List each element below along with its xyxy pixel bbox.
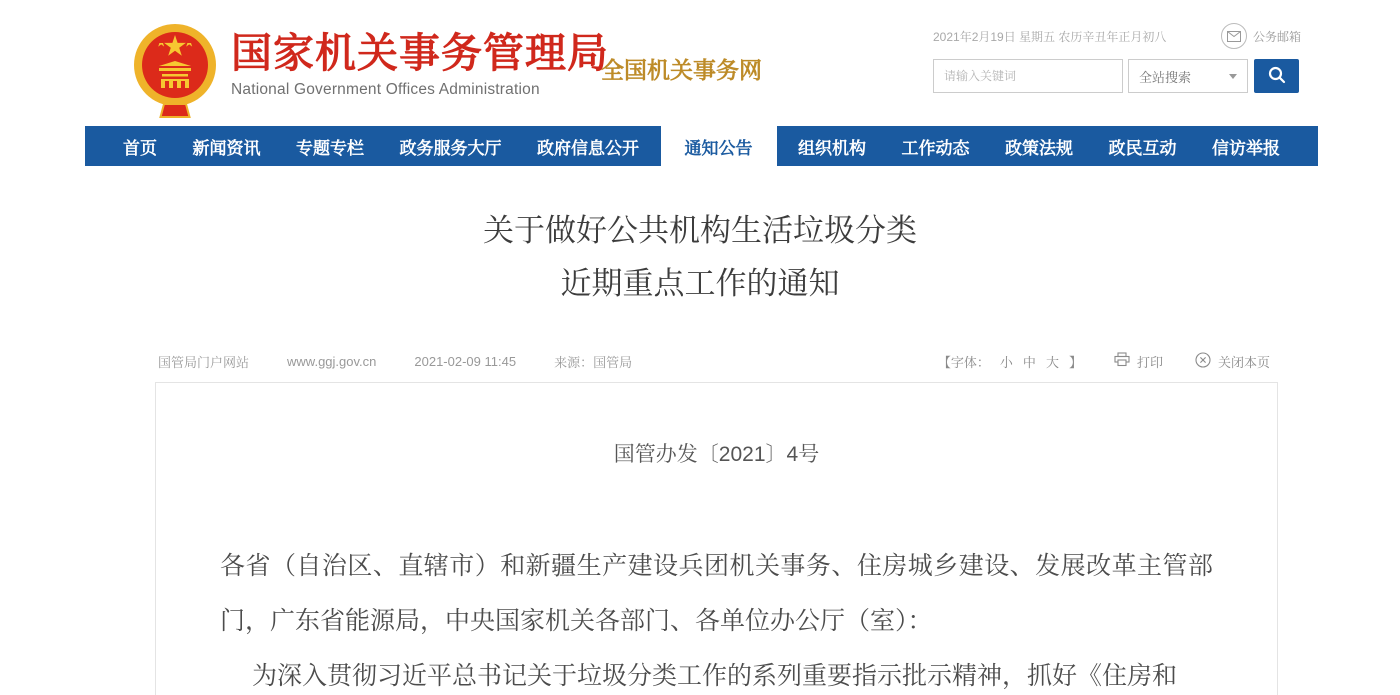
nav-item-news[interactable]: 新闻资讯 <box>192 138 261 158</box>
date-row <box>933 20 1301 52</box>
meta-datetime: 2021-02-09 11:45 <box>414 353 517 369</box>
nav-item-work-trends[interactable]: 工作动态 <box>901 138 970 158</box>
article-title <box>0 204 1400 310</box>
site-subtitle-en: National Government Offices Administration <box>231 81 540 99</box>
article-title-line1: 关于做好公共机构生活垃圾分类 <box>483 213 917 248</box>
font-size-label-end: 】 <box>1068 354 1082 370</box>
nav-item-home[interactable]: 首页 <box>123 138 157 158</box>
portal-name: 全国机关事务网 <box>601 57 762 83</box>
nav-item-policies[interactable]: 政策法规 <box>1005 138 1073 158</box>
search-scope-select[interactable] <box>1128 59 1248 93</box>
printer-icon <box>1114 352 1130 370</box>
meta-source: 来源：国管局 <box>554 354 633 370</box>
font-size-medium-button[interactable]: 中 <box>1022 354 1036 370</box>
mail-icon <box>1221 23 1247 49</box>
font-size-large-button[interactable]: 大 <box>1045 354 1059 370</box>
site-branding <box>231 30 609 99</box>
search-input[interactable] <box>933 59 1123 93</box>
search-bar <box>933 59 1301 93</box>
main-nav <box>85 126 1318 166</box>
nav-item-service-hall[interactable]: 政务服务大厅 <box>399 138 502 158</box>
nav-item-petition[interactable]: 信访举报 <box>1212 138 1280 158</box>
close-page-button[interactable] <box>1195 352 1270 371</box>
nav-item-interaction[interactable]: 政民互动 <box>1108 138 1177 158</box>
mailbox-label: 公务邮箱 <box>1252 29 1301 44</box>
print-button[interactable] <box>1114 352 1163 371</box>
font-size-label-start: 【字体： <box>937 354 990 370</box>
article-meta-row <box>158 347 1270 375</box>
close-circle-icon <box>1195 352 1211 371</box>
article-title-line2: 近期重点工作的通知 <box>560 266 840 301</box>
article-meta-right <box>938 352 1270 371</box>
meta-source-site: 国管局门户网站 <box>158 354 250 370</box>
article-paragraph: 各省（自治区、直辖市）和新疆生产建设兵团机关事务、住房城乡建设、发展改革主管部门，广东省能源局，中央国家机关各部门、各单位办公厅（室）： <box>220 552 1213 635</box>
meta-url: www.ggj.gov.cn <box>287 353 377 369</box>
national-emblem-logo <box>133 22 217 123</box>
document-number: 国管办发〔2021〕4号 <box>613 443 820 466</box>
nav-item-organization[interactable]: 组织机构 <box>798 138 866 158</box>
chevron-down-icon <box>1229 74 1237 79</box>
site-title: 国家机关事务管理局 <box>231 30 609 76</box>
font-size-small-button[interactable]: 小 <box>999 354 1013 370</box>
print-label: 打印 <box>1136 354 1163 370</box>
nav-item-notices[interactable]: 通知公告 <box>661 126 777 166</box>
article-meta-left <box>158 352 632 371</box>
font-size-controls <box>938 352 1082 371</box>
search-button[interactable] <box>1254 59 1299 93</box>
nav-item-topics[interactable]: 专题专栏 <box>296 138 364 158</box>
article-paragraph: 为深入贯彻习近平总书记关于垃圾分类工作的系列重要指示批示精神，抓好《住房和 <box>252 662 1178 690</box>
mailbox-link[interactable] <box>1221 23 1301 49</box>
search-scope-label: 全站搜索 <box>1139 69 1192 85</box>
national-emblem-icon <box>133 22 217 118</box>
header-utilities <box>933 20 1301 93</box>
nav-item-info-disclosure[interactable]: 政府信息公开 <box>537 138 639 158</box>
article-body-box <box>155 382 1278 695</box>
search-icon <box>1267 65 1287 88</box>
date-text: 2021年2月19日 星期五 农历辛丑年正月初八 <box>933 29 1167 44</box>
close-page-label: 关闭本页 <box>1217 354 1270 370</box>
